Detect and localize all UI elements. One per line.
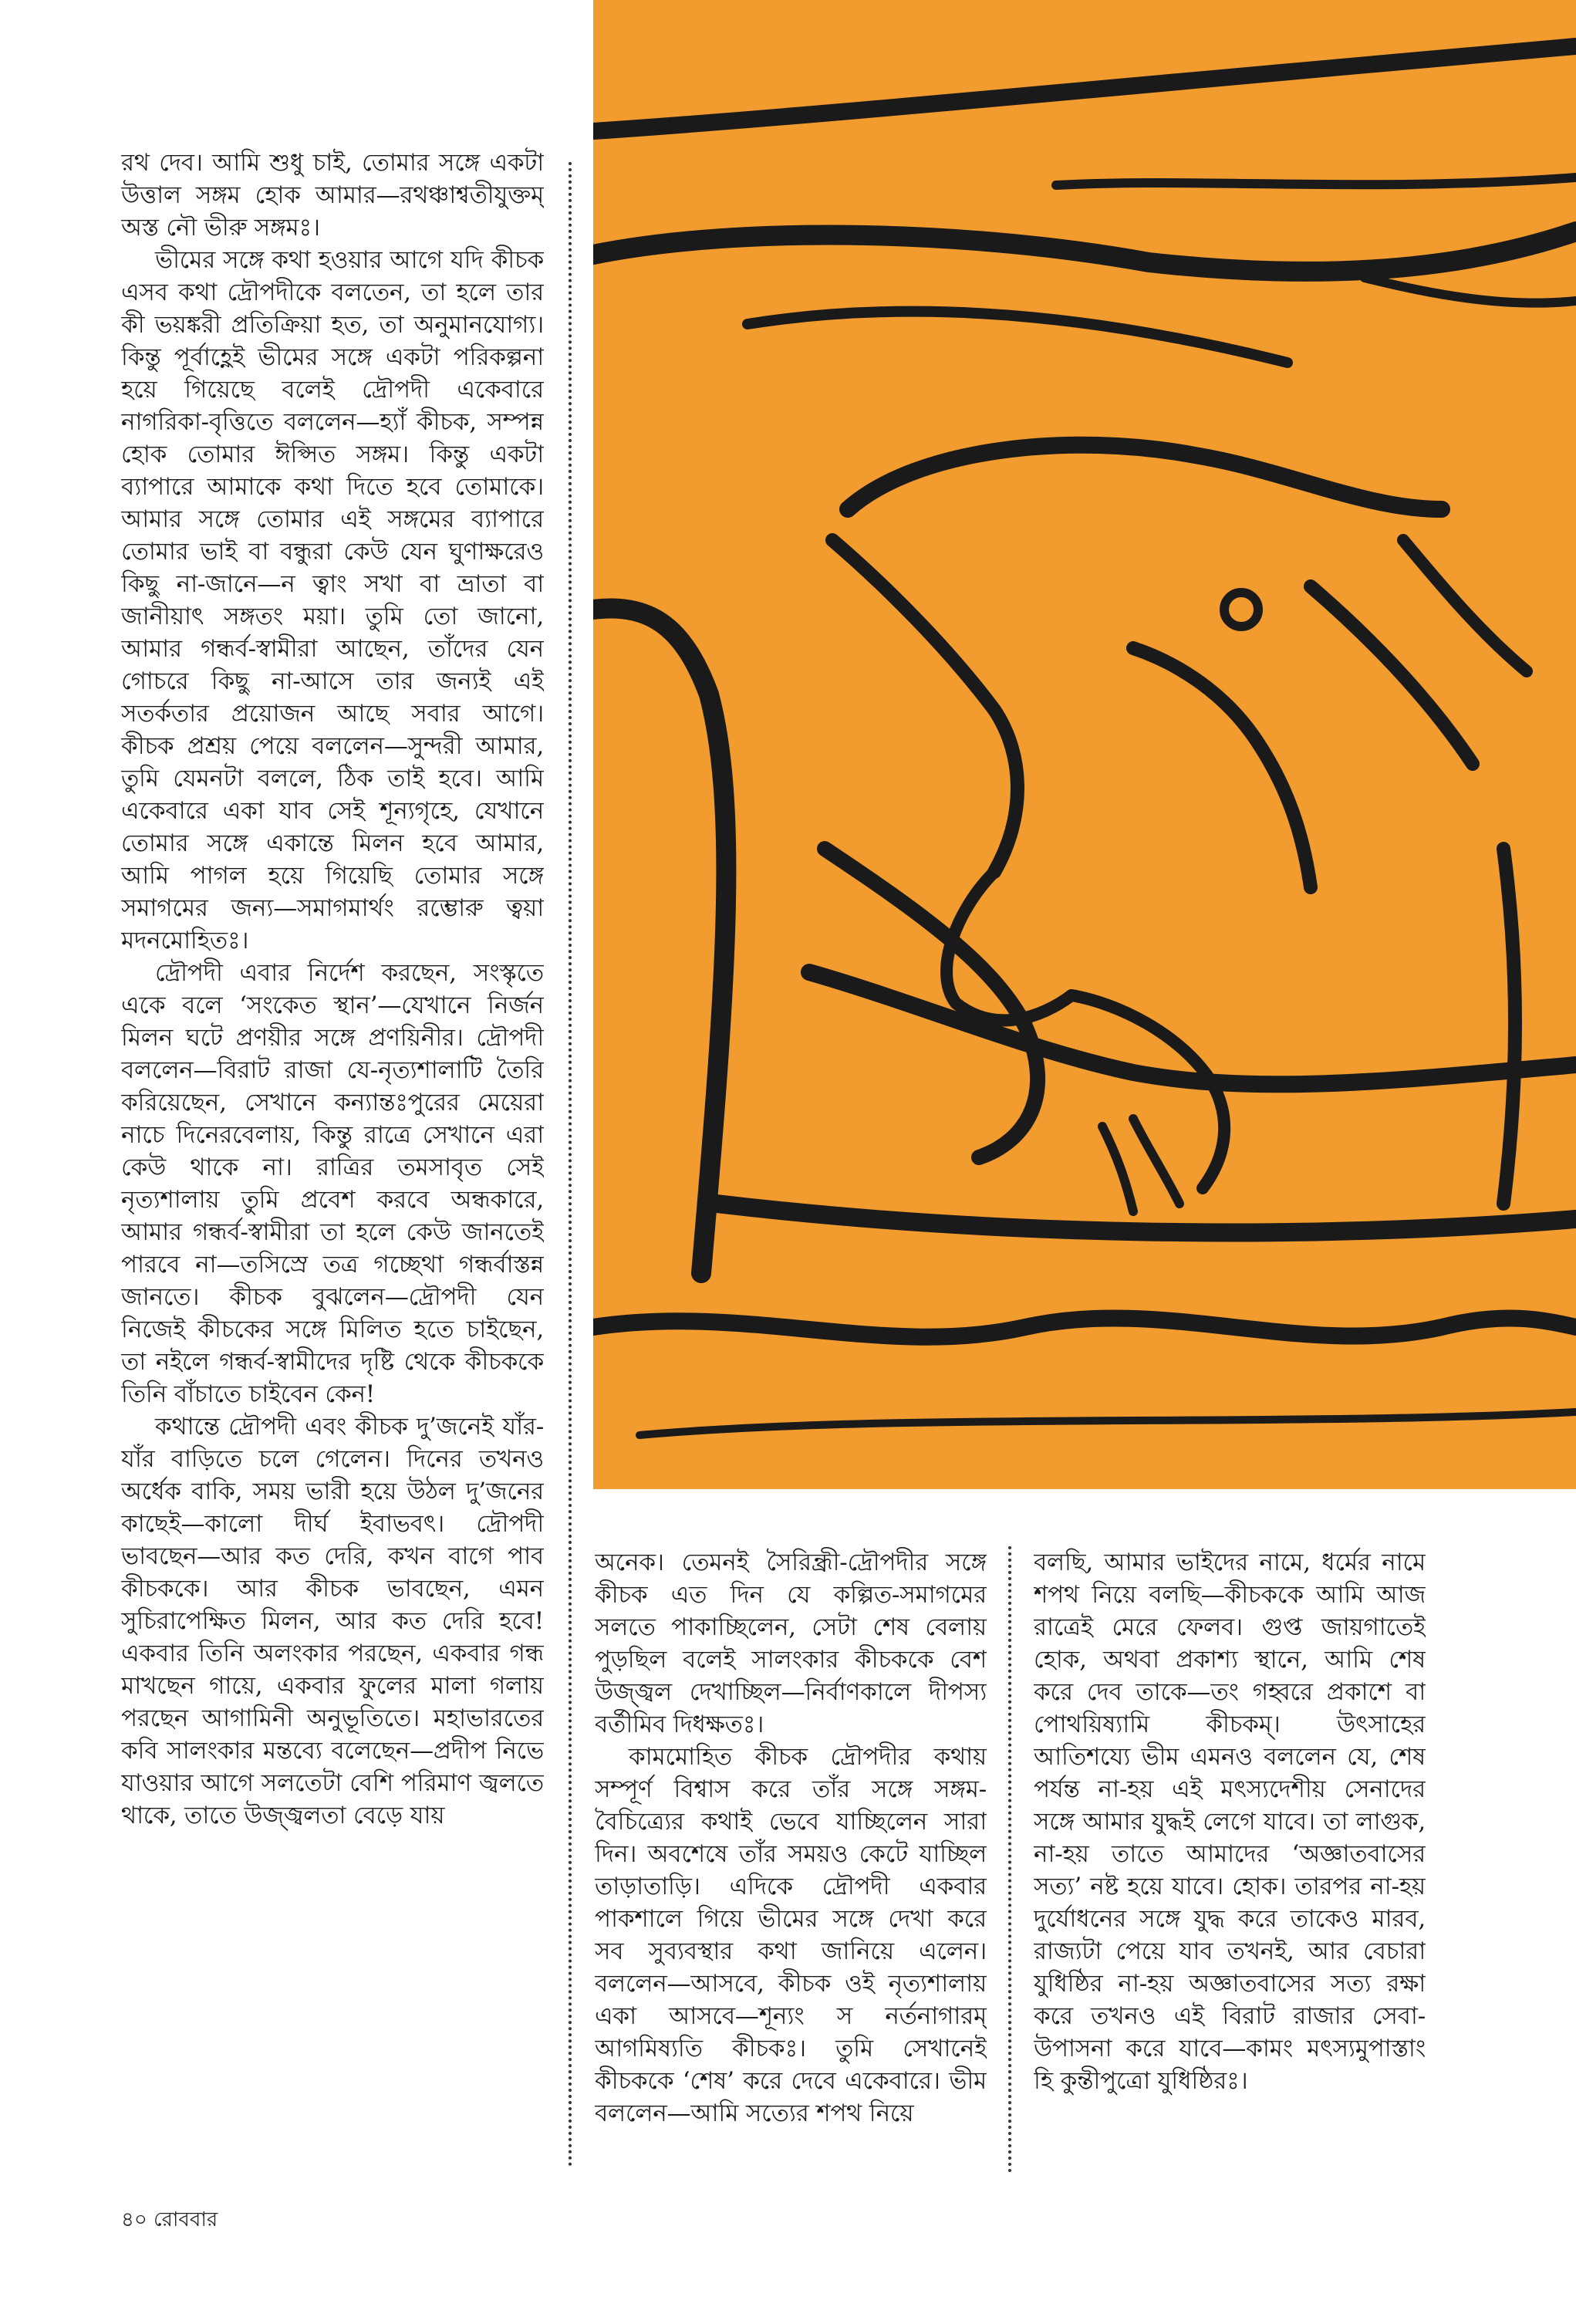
figure-hand xyxy=(1102,1127,1133,1211)
text-column-1 xyxy=(121,147,544,2168)
curtain-stroke xyxy=(1365,278,1576,303)
paragraph: অনেক। তেমনই সৈরিন্ধ্রী-দ্রৌপদীর সঙ্গে কীচক এত দিন যে কল্পিত-সমাগমের সলতে পাকাচ্ছিলেন, সেটা শেষ বেলায় পুড়ছিল বলেই সালংকার কীচককে বেশ উজ্জ্বল দেখাচ্ছিল—নির্বাণকালে দীপস্য বর্তীমিব দিধক্ষতঃ। xyxy=(595,1549,987,1738)
curtain-stroke xyxy=(1056,177,1576,185)
figure-shoulder xyxy=(1133,648,1311,887)
curtain-stroke xyxy=(593,46,1576,131)
paragraph: ভীমের সঙ্গে কথা হওয়ার আগে যদি কীচক এসব কথা দ্রৌপদীকে বলতেন, তা হলে তার কী ভয়ঙ্করী প্রতিক্রিয়া হত, তা অনুমানযোগ্য। কিন্তু পূর্বাহ্ণেই ভীমের সঙ্গে একটা পরিকল্পনা হয়ে গিয়েছে বলেই দ্রৌপদী একেবারে নাগরিকা-বৃত্তিতে বললেন—হ্যাঁ কীচক, সম্পন্ন হোক তোমার ঈপ্সিত সঙ্গম। কিন্তু একটা ব্যাপারে আমাকে কথা দিতে হবে তোমাকে। আমার সঙ্গে তোমার এই সঙ্গমের ব্যাপারে তোমার ভাই বা বন্ধুরা কেউ যেন ঘুণাক্ষরেও কিছু না-জানে—ন ত্বাং সখা বা ভ্রাতা বা জানীয়াৎ সঙ্গতং ময়া। তুমি তো জানো, আমার গন্ধর্ব-স্বামীরা আছেন, তাঁদের যেন গোচরে কিছু না-আসে তার জন্যই এই সতর্কতার প্রয়োজন আছে সবার আগে। কীচক প্রশ্রয় পেয়ে বললেন—সুন্দরী আমার, তুমি যেমনটা বললে, ঠিক তাই হবে। আমি একেবারে একা যাব সেই শূন্যগৃহে, যেখানে তোমার সঙ্গে একান্তে মিলন হবে আমার, আমি পাগল হয়ে গিয়েছি তোমার সঙ্গে সমাগমের জন্য—সমাগমার্থং রম্ভোরু ত্বয়া মদনমোহিতঃ। xyxy=(121,246,544,954)
paragraph: রথ দেব। আমি শুধু চাই, তোমার সঙ্গে একটা উত্তাল সঙ্গম হোক আমার—রথঞ্চাশ্বতীযুক্তম্‌ অস্ত নৌ ভীরু সঙ্গমঃ। xyxy=(121,149,544,242)
figure-arm xyxy=(809,972,1576,1084)
paragraph: বলছি, আমার ভাইদের নামে, ধর্মের নামে শপথ নিয়ে বলছি—কীচককে আমি আজ রাত্রেই মেরে ফেলব। গুপ্ত জায়গাতেই হোক, অথবা প্রকাশ্য স্থানে, আমি শেষ করে দেব তাকে—তং গহ্বরে প্রকাশে বা পোথয়িষ্যামি কীচকম্‌। উৎসাহের আতিশয্যে ভীম এমনও বললেন যে, শেষ পর্যন্ত না-হয় এই মৎস্যদেশীয় সেনাদের সঙ্গে আমার যুদ্ধই লেগে যাবে। তা লাগুক, না-হয় তাতে আমাদের ‘অজ্ঞাতবাসের সত্য’ নষ্ট হয়ে যাবে। হোক। তারপর না-হয় দুর্যোধনের সঙ্গে যুদ্ধ করে তাকেও মারব, রাজ্যটা পেয়ে যাব তখনই, আর বেচারা যুধিষ্ঠির না-হয় অজ্ঞাতবাসের সত্য রক্ষা করে তখনও এই বিরাট রাজার সেবা-উপাসনা করে যাবে—কামং মৎস্যমুপাস্তাং হি কুন্তীপুত্রো যুধিষ্ঠিরঃ। xyxy=(1034,1549,1426,2095)
text-column-3 xyxy=(1034,1546,1426,2171)
curtain-stroke xyxy=(593,231,1576,272)
brush-drawing xyxy=(593,0,1576,1489)
figure-shoulder xyxy=(1403,540,1527,671)
illustration-panel xyxy=(593,0,1576,1489)
figure-hand xyxy=(1071,995,1224,1188)
bed-stroke xyxy=(593,608,726,1273)
paragraph: কথান্তে দ্রৌপদী এবং কীচক দু’জনেই যাঁর-যাঁর বাড়িতে চলে গেলেন। দিনের তখনও অর্ধেক বাকি, সময় ভারী হয়ে উঠল দু’জনের কাছেই—কালো দীর্ঘ ইবাভবৎ। দ্রৌপদী ভাবছেন—আর কত দেরি, কখন বাগে পাব কীচককে। আর কীচক ভাবছেন, এমন সুচিরাপেক্ষিত মিলন, আর কত দেরি হবে! একবার তিনি অলংকার পরছেন, একবার গন্ধ মাখছেন গায়ে, একবার ফুলের মালা গলায় পরছেন আগামিনী অনুভূতিতে। মহাভারতের কবি সালংকার মন্তব্যে বলেছেন—প্রদীপ নিভে যাওয়ার আগে সলতেটা বেশি পরিমাণ জ্বলতে থাকে, তাতে উজ্জ্বলতা বেড়ে যায় xyxy=(121,1413,544,1829)
bed-stroke xyxy=(640,1412,1576,1435)
bed-stroke xyxy=(717,1204,1576,1232)
column-rule xyxy=(569,162,572,2168)
figure-head xyxy=(848,445,1442,509)
paragraph: কামমোহিত কীচক দ্রৌপদীর কথায় সম্পূর্ণ বিশ্বাস করে তাঁর সঙ্গে সঙ্গম-বৈচিত্র্যের কথাই ভেবে যাচ্ছিলেন সারা দিন। অবশেষে তাঁর সময়ও কেটে যাচ্ছিল তাড়াতাড়ি। এদিকে দ্রৌপদী একবার পাকশালে গিয়ে ভীমের সঙ্গে দেখা করে সব সুব্যবস্থার কথা জানিয়ে এলেন। বললেন—আসবে, কীচক ওই নৃত্যশালায় একা আসবে—শূন্যং স নর্তনাগারম্‌ আগমিষ্যতি কীচকঃ। তুমি সেখানেই কীচককে ‘শেষ’ করে দেবে একেবারে। ভীম বললেন—আমি সত্যের শপথ নিয়ে xyxy=(595,1743,987,2127)
bed-stroke xyxy=(1503,849,1515,1204)
paragraph: দ্রৌপদী এবার নির্দেশ করছেন, সংস্কৃতে একে বলে ‘সংকেত স্থান’—যেখানে নির্জন মিলন ঘটে প্রণয়ীর সঙ্গে প্রণয়িনীর। দ্রৌপদী বললেন—বিরাট রাজা যে-নৃত্যশালাটি তৈরি করিয়েছেন, সেখানে কন্যান্তঃপুরের মেয়েরা নাচে দিনেরবেলায়, কিন্তু রাত্রে সেখানে এরা কেউ থাকে না। রাত্রির তমসাবৃত সেই নৃত্যশালায় তুমি প্রবেশ করবে অন্ধকারে, আমার গন্ধর্ব-স্বামীরা তা হলে কেউ জানতেই পারবে না—তসিস্রে তত্র গচ্ছেথা গন্ধর্বাস্তন্ন জানতে। কীচক বুঝলেন—দ্রৌপদী যেন নিজেই কীচকের সঙ্গে মিলিত হতে চাইছেন, তা নইলে গন্ধর্ব-স্বামীদের দৃষ্টি থেকে কীচককে তিনি বাঁচাতে চাইবেন কেন! xyxy=(121,959,544,1408)
bed-stroke xyxy=(593,1318,1576,1336)
column-rule xyxy=(1008,1546,1011,2173)
figure-head xyxy=(832,540,1017,872)
text-column-2 xyxy=(595,1546,987,2171)
bindi xyxy=(1224,593,1258,627)
figure-hand xyxy=(1133,1119,1179,1204)
figure-shoulder xyxy=(1311,586,1473,764)
curtain-stroke xyxy=(748,312,1287,363)
page-folio: ৪০ রোববার xyxy=(121,2208,218,2231)
